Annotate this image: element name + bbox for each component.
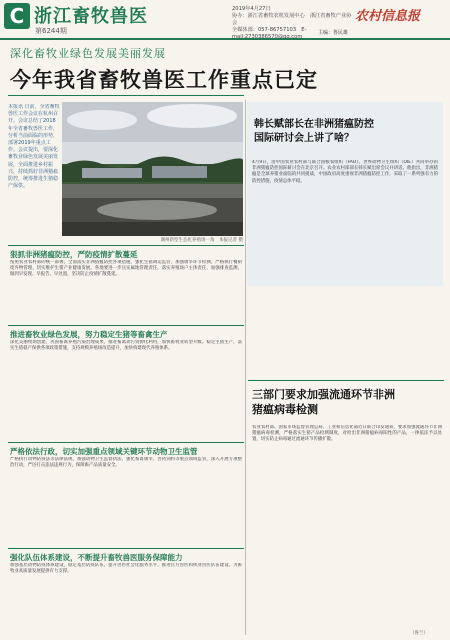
section-heading: 强化队伍体系建设，不断提升畜牧兽医服务保障能力 bbox=[10, 553, 183, 562]
section-rule bbox=[8, 245, 244, 246]
column-divider bbox=[245, 100, 246, 635]
issue-number: 第6244期 bbox=[35, 27, 67, 35]
sidebar-body: 4月9日，由中国农业农村部与联合国粮农组织（FAO）、世界动物卫生组织（OIE）共同举办的非洲猪瘟防控国际研讨会在北京召开。农业农村部部长韩长赋出席会议并讲话。他指出，非洲猪瘟是全球养猪业面临的共同挑战，中国政府高度重视非洲猪瘟防控工作，采取了一系列强有力的防控措施，疫情总体平稳。 bbox=[252, 160, 438, 184]
section-body: 深化美丽牧场创建，巩固畜禽养殖污染治理成果，推进畜禽粪污资源化利用，加快畜牧业转型升级。稳定生猪生产，落实生猪稳产保供各项政策措施，支持规模养殖场改造提升，加快构建现代养殖体系。 bbox=[10, 340, 242, 352]
contact-line: 全媒体部：057-86757103 E-mail:2730386570@qq.com bbox=[232, 27, 307, 40]
section-heading: 狠抓非洲猪瘟防控，严防疫情扩散蔓延 bbox=[10, 250, 138, 259]
section-logo: C bbox=[4, 3, 30, 29]
section-rule bbox=[8, 548, 244, 549]
section-rule bbox=[8, 442, 244, 443]
section-heading: 严格依法行政，切实加强重点领域关键环节动物卫生监管 bbox=[10, 447, 198, 456]
section-rule bbox=[8, 325, 244, 326]
story2-end-note: （鲁兰） bbox=[410, 631, 428, 636]
newspaper-name: 农村信息报 bbox=[355, 9, 421, 24]
section-heading: 推进畜牧业绿色发展，努力稳定生猪等畜禽生产 bbox=[10, 330, 168, 339]
story-rule bbox=[248, 380, 444, 381]
photo-caption: 湖州新型生态化养殖场一角 本报记者 摄 bbox=[160, 238, 243, 243]
headline-subtitle: 深化畜牧业绿色发展美丽发展 bbox=[10, 47, 166, 60]
co-organizer-line: 协办：浙江省畜牧农机发展中心 浙江省畜牧产业协会 bbox=[232, 13, 352, 26]
section-body: 按照农业农村部的统一部署，全面落实非洲猪瘟防控各项措施，强化生猪调运监管，加强屠宰环节检测，严格执行餐厨废弃物管理，切实维护生猪产业健康发展。各地要进一步压实属地管理责任，落实养殖场户主体责任，加强排查监测，做到早发现、早报告、早处置，坚决防止疫情扩散蔓延。 bbox=[10, 260, 242, 278]
section-body: 严格执行动物防疫法等法律法规，加强动物卫生监督执法，强化畜禽屠宰、兽药饲料等重点领域监管，深入开展专项整治行动，严厉打击违法违规行为，保障畜产品质量安全。 bbox=[10, 457, 242, 469]
section-title: 浙江畜牧兽医 bbox=[34, 6, 148, 27]
headline-title: 今年我省畜牧兽医工作重点已定 bbox=[10, 68, 318, 92]
farm-photo bbox=[62, 102, 243, 236]
story2-title: 三部门要求加强流通环节非洲猪瘟病毒检测 bbox=[252, 388, 395, 416]
story2-body: 农业农村部、国家市场监督管理总局、工业和信息化部近日联合印发通知，要求加强流通环节非洲猪瘟病毒检测，严格落实生猪产品检测制度，对检出非洲猪瘟病毒阳性的产品，一律依法予以处置，切实防止病毒通过流通环节传播扩散。 bbox=[252, 425, 442, 443]
section-body: 加强基层动物防疫体系建设，稳定基层防疫队伍，提升兽医社会化服务水平，推进官方兽医和执业兽医队伍建设，为畜牧业高质量发展提供有力支撑。 bbox=[10, 563, 242, 575]
sidebar-title: 韩长赋部长在非洲猪瘟防控国际研讨会上讲了啥？ bbox=[254, 119, 374, 144]
editor-label: 主编：鲁民雄 bbox=[318, 30, 349, 36]
intro-paragraph: 本报讯 日前，全省畜牧兽医工作会议在杭州召开。会议总结了2018年全省畜牧兽医工作，分析当前面临的形势，部署2019年重点工作。会议提出，要深化畜牧业绿色发展美丽发展，全面推进乡村振兴，持续抓好非洲猪瘟防控，统筹推进生猪稳产保供。 bbox=[8, 104, 60, 190]
date-line: 2019年4月27日 bbox=[232, 6, 271, 12]
headline-rule bbox=[8, 95, 244, 96]
